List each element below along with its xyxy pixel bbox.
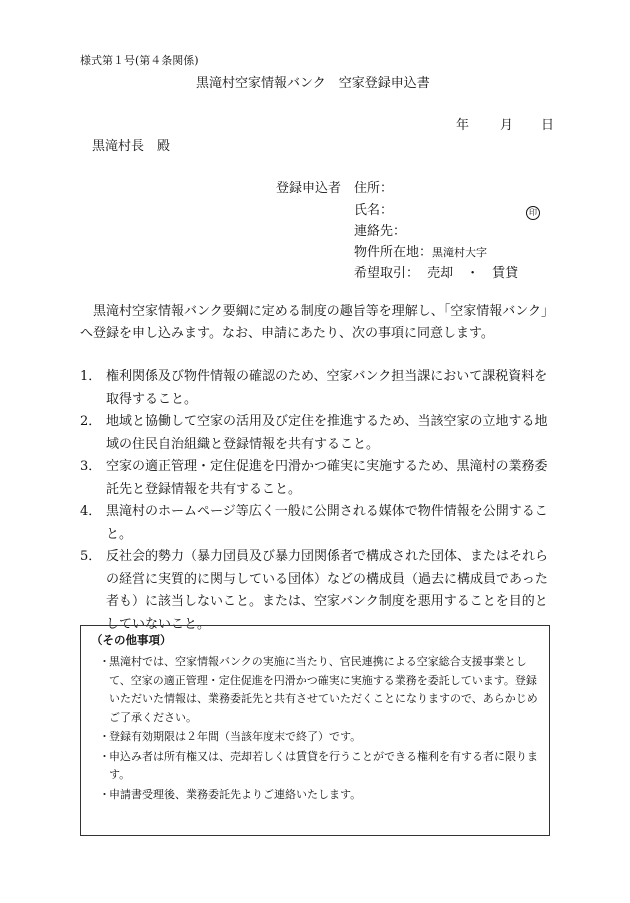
date-year: 年 — [456, 118, 470, 133]
consent-item — [80, 546, 560, 636]
bullet-mark: ・ — [99, 730, 110, 743]
intro-line-2: へ登録を申し込みます。なお、申請にあたり、次の事項に同意します。 — [80, 326, 494, 341]
consent-text: 反社会的勢力（暴力団員及び暴力団関係者で構成された団体、またはそれらの経営に実質的に関与している団体）などの構成員（過去に構成員であった者も）に該当しないこと。または、空家バンク制度を悪用することを目的としていないこと。 — [106, 549, 549, 632]
consent-item — [80, 456, 560, 501]
intro-line-1: 黒滝村空家情報バンク要綱に定める制度の趣旨等を理解し、「空家情報バンク」 — [93, 304, 554, 319]
property-label: 物件所在地： — [354, 245, 433, 260]
consent-number: 3． — [80, 459, 102, 474]
consent-item — [80, 366, 560, 411]
seal-circle: 印 — [526, 206, 540, 220]
form-number: 様式第１号(第４条関係) — [80, 54, 199, 67]
form-title: 黒滝村空家情報バンク 空家登録申込書 — [196, 76, 430, 91]
bullet-mark: ・ — [99, 749, 110, 763]
consent-item — [80, 411, 560, 456]
other-note-item — [99, 748, 545, 785]
other-notes-box — [80, 625, 550, 836]
consent-number: 2． — [80, 414, 102, 429]
date-month: 月 — [500, 118, 514, 133]
applicant-heading: 登録申込者 — [276, 181, 342, 196]
other-note-text: 登録有効期限は２年間（当該年度末で終了）です。 — [109, 730, 362, 743]
consent-number: 4． — [80, 504, 102, 519]
date-day: 日 — [541, 118, 555, 133]
other-notes-title: （その他事項） — [91, 633, 172, 647]
other-note-text: 申請書受理後、業務委託先よりご連絡いたします。 — [109, 787, 362, 801]
consent-item — [80, 501, 560, 546]
consent-text: 権利関係及び物件情報の確認のため、空家バンク担当課において課税資料を取得すること。 — [106, 369, 548, 407]
addressee: 黒滝村長 殿 — [92, 139, 171, 154]
other-note-text: 黒滝村では、空家情報バンクの実施に当たり、官民連携による空家総合支援事業として、空家の適正管理・定住促進を円滑かつ確実に実施する業務を委託しています。登録いただいた情報は、業務委託先と共有させていただくことになりますので、あらかじめご了承ください。 — [109, 655, 538, 724]
transaction-options: 売却 ・ 賃貸 — [427, 266, 519, 281]
other-note-item — [99, 728, 545, 747]
seal-mark — [526, 200, 540, 220]
name-label: 氏名： — [354, 203, 394, 218]
other-note-item — [99, 653, 545, 727]
bullet-mark: ・ — [99, 787, 110, 801]
address-label: 住所： — [354, 181, 394, 196]
consent-text: 地域と協働して空家の活用及び定住を推進するため、当該空家の立地する地域の住民自治組織と登録情報を共有すること。 — [106, 414, 548, 452]
bullet-mark: ・ — [99, 655, 110, 668]
transaction-row — [354, 262, 518, 281]
other-notes-list — [99, 653, 545, 805]
transaction-label: 希望取引： — [354, 266, 420, 281]
consent-number: 5． — [80, 549, 102, 564]
consent-number: 1． — [80, 369, 102, 384]
property-location — [354, 241, 487, 260]
contact-label: 連絡先： — [354, 224, 407, 239]
other-note-text: 申込み者は所有権又は、売却若しくは賃貸を行うことができる権利を有する者に限ります。 — [109, 749, 538, 781]
property-value: 黒滝村大字 — [432, 246, 488, 259]
other-note-item — [99, 786, 545, 805]
consent-text: 黒滝村のホームページ等広く一般に公開される媒体で物件情報を公開すること。 — [106, 504, 548, 542]
consent-text: 空家の適正管理・定住促進を円滑かつ確実に実施するため、黒滝村の業務委託先と登録情報を共有すること。 — [106, 459, 548, 497]
consent-list — [80, 366, 560, 636]
